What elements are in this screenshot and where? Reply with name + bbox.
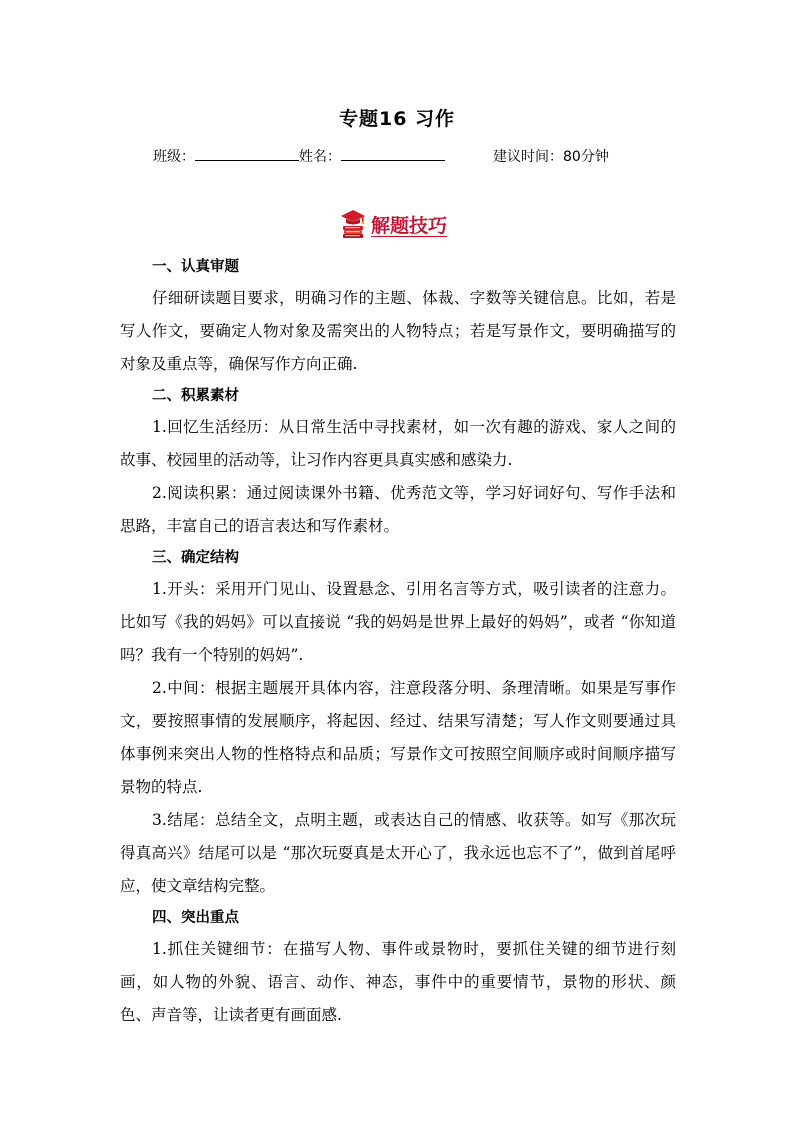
suggested-time: 建议时间：80分钟: [493, 149, 609, 165]
section-highlight-focus: [120, 903, 676, 1032]
class-blank: [195, 146, 299, 161]
paragraph: 1.抓住关键细节：在描写人物、事件或景物时，要抓住关键的细节进行刻画，如人物的外貌、语言、动作、神态，事件中的重要情节，景物的形状、颜色、声音等，让读者更有画面感.: [120, 940, 676, 1024]
paragraph: 3.结尾：总结全文，点明主题，或表达自己的情感、收获等。如写《那次玩得真高兴》结尾可以是 “那次玩耍真是太开心了，我永远也忘不了”，做到首尾呼应，使文章结构完整。: [120, 811, 676, 895]
section-material-accumulation: [120, 381, 676, 543]
main-content: [120, 252, 676, 1032]
section-heading: 四、突出重点: [152, 910, 239, 926]
section-heading: 二、积累素材: [152, 388, 239, 404]
name-blank: [341, 146, 445, 161]
paragraph: 2.阅读积累：通过阅读课外书籍、优秀范文等，学习好词好句、写作手法和思路，丰富自己的语言表达和写作素材。: [120, 484, 676, 535]
section-careful-review: [120, 252, 676, 381]
name-label: 姓名：: [299, 149, 341, 165]
section-structure: [120, 543, 676, 903]
graduation-cap-books-icon: [340, 209, 366, 239]
skills-heading: [340, 207, 447, 241]
section-heading: 一、认真审题: [152, 259, 239, 275]
student-info-line: [153, 146, 609, 166]
skills-heading-text: 解题技巧: [371, 214, 448, 237]
paragraph: 2.中间：根据主题展开具体内容，注意段落分明、条理清晰。如果是写事作文，要按照事情的发展顺序，将起因、经过、结果写清楚；写人作文则要通过具体事例来突出人物的性格特点和品质；写景作文可按照空间顺序或时间顺序描写景物的特点.: [120, 679, 676, 796]
doc-title: 专题16 习作: [338, 108, 456, 130]
paragraph: 仔细研读题目要求，明确习作的主题、体裁、字数等关键信息。比如，若是写人作文，要确定人物对象及需突出的人物特点；若是写景作文，要明确描写的对象及重点等，确保写作方向正确.: [120, 289, 676, 373]
section-heading: 三、确定结构: [152, 550, 239, 566]
paragraph: 1.开头：采用开门见山、设置悬念、引用名言等方式，吸引读者的注意力。比如写《我的妈妈》可以直接说 “我的妈妈是世界上最好的妈妈”，或者 “你知道吗？我有一个特别的妈妈”.: [120, 580, 676, 664]
class-label: 班级：: [153, 149, 195, 165]
paragraph: 1.回忆生活经历：从日常生活中寻找素材，如一次有趣的游戏、家人之间的故事、校园里的活动等，让习作内容更具真实感和感染力.: [120, 418, 676, 469]
